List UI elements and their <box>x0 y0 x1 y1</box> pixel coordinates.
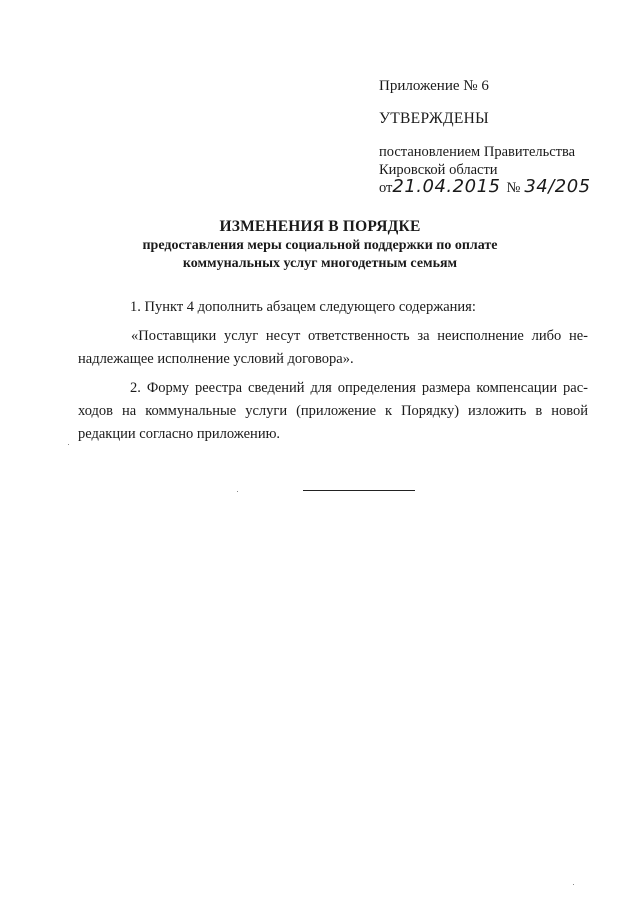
decree-date-line <box>379 176 591 197</box>
approved-heading: УТВЕРЖДЕНЫ <box>379 110 489 127</box>
paragraph-2-line-2: надлежащее исполнение условий договора». <box>78 351 354 367</box>
decree-line-2: Кировской области <box>379 162 498 178</box>
paragraph-3-line-1: 2. Форму реестра сведений для определения размера компенсации рас- <box>130 380 588 396</box>
date-prefix: от <box>379 180 393 196</box>
closing-rule <box>303 490 415 491</box>
scan-speck <box>237 491 238 492</box>
paragraph-2-line-1: «Поставщики услуг несут ответственность за неисполнение либо не- <box>131 328 588 344</box>
handwritten-number: 34/205 <box>524 176 591 197</box>
decree-line-1: постановлением Правительства <box>379 144 576 160</box>
paragraph-3-line-3: редакции согласно приложению. <box>78 426 281 442</box>
document-title: ИЗМЕНЕНИЯ В ПОРЯДКЕ <box>219 218 421 235</box>
scan-speck <box>573 884 574 885</box>
paragraph-1: 1. Пункт 4 дополнить абзацем следующего содержания: <box>130 299 476 315</box>
paragraph-3-line-2: ходов на коммунальные услуги (приложение к Порядку) изложить в новой <box>78 403 588 419</box>
number-prefix: № <box>506 180 521 196</box>
scan-speck <box>68 444 69 445</box>
appendix-number: Приложение № 6 <box>379 78 489 94</box>
document-subtitle-line-1: предоставления меры социальной поддержки по оплате <box>142 238 498 253</box>
document-subtitle-line-2: коммунальных услуг многодетным семьям <box>182 256 458 271</box>
handwritten-date: 21.04.2015 <box>392 176 501 197</box>
